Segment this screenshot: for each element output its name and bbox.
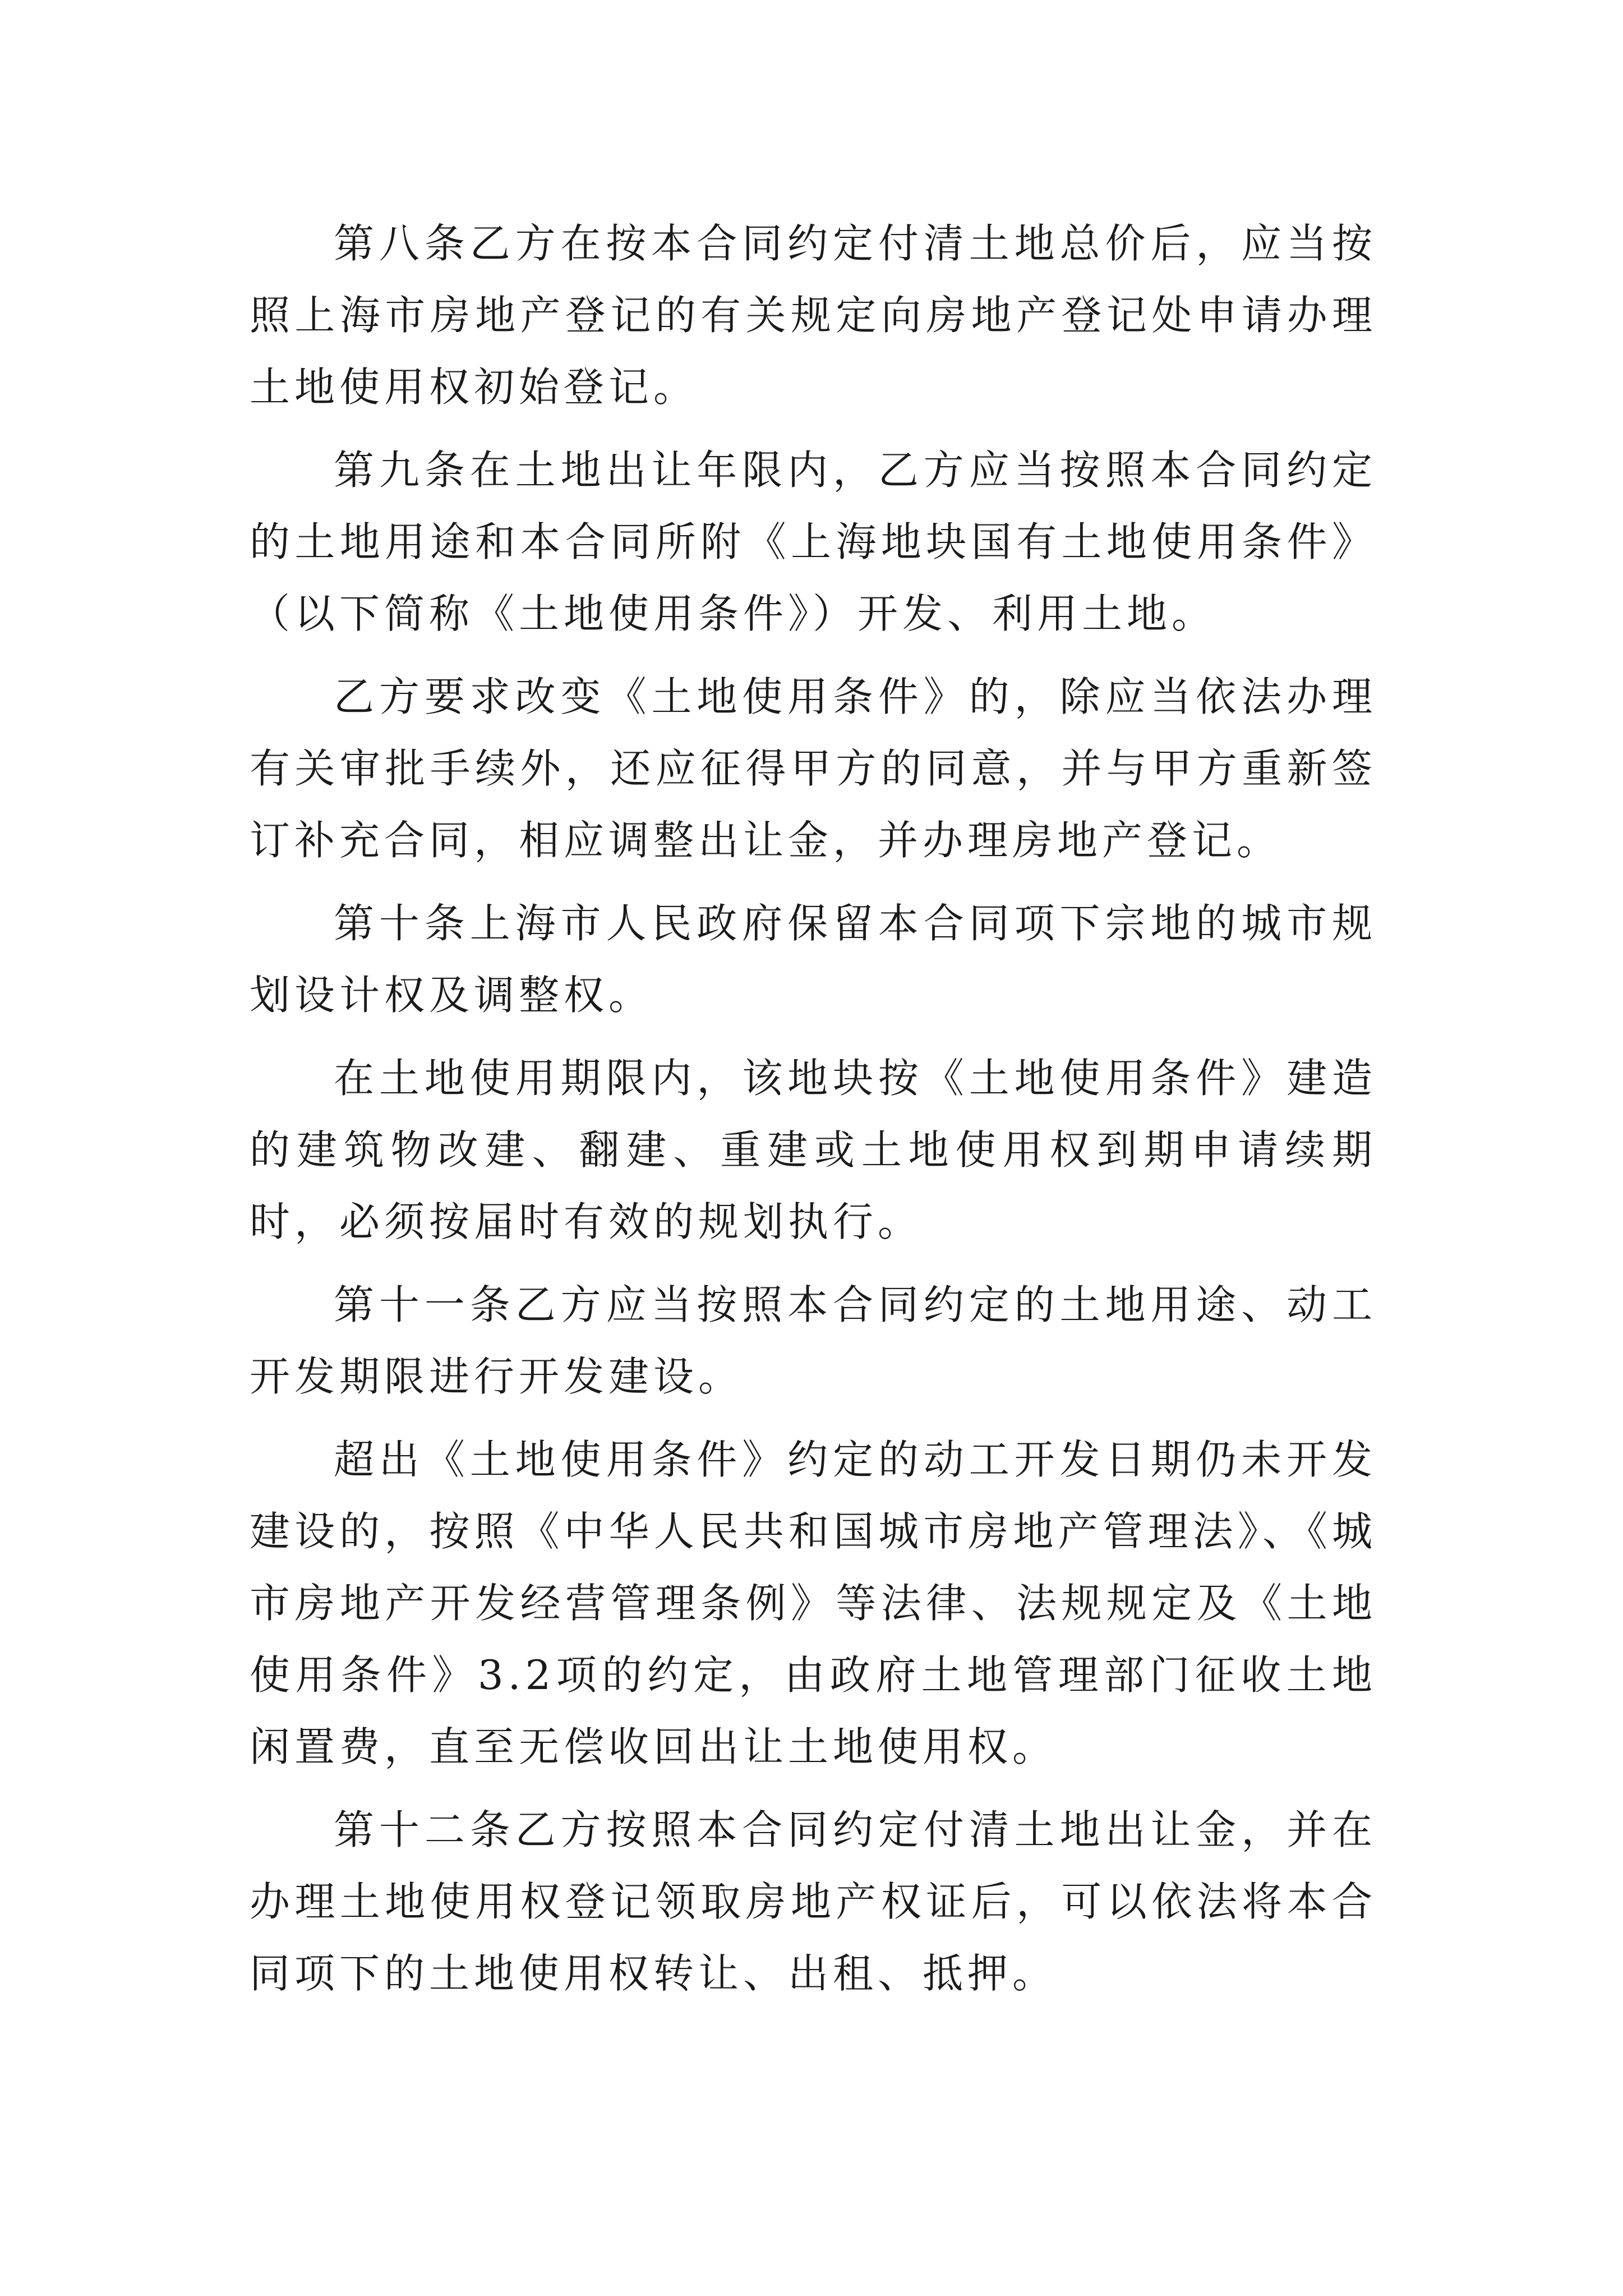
paragraph-rebuild-rules: 在土地使用期限内，该地块按《土地使用条件》建造的建筑物改建、翻建、重建或土地使用权到期申请续期时，必须按届时有效的规划执行。 xyxy=(250,1055,1377,1245)
paragraph-article-12: 第十二条乙方按照本合同约定付清土地出让金，并在办理土地使用权登记领取房地产权证后，可以依法将本合同项下的土地使用权转让、出租、抵押。 xyxy=(250,1806,1377,1997)
paragraph-article-9: 第九条在土地出让年限内，乙方应当按照本合同约定的土地用途和本合同所附《上海地块国有土地使用条件》（以下简称《土地使用条件》）开发、利用土地。 xyxy=(250,447,1377,637)
document-body xyxy=(250,208,1377,2021)
paragraph-land-use-change: 乙方要求改变《土地使用条件》的，除应当依法办理有关审批手续外，还应征得甲方的同意，并与甲方重新签订补充合同，相应调整出让金，并办理房地产登记。 xyxy=(250,673,1377,864)
paragraph-article-11: 第十一条乙方应当按照本合同约定的土地用途、动工开发期限进行开发建设。 xyxy=(250,1281,1377,1400)
paragraph-article-10: 第十条上海市人民政府保留本合同项下宗地的城市规划设计权及调整权。 xyxy=(250,900,1377,1019)
paragraph-article-8: 第八条乙方在按本合同约定付清土地总价后，应当按照上海市房地产登记的有关规定向房地产登记处申请办理土地使用权初始登记。 xyxy=(250,220,1377,411)
paragraph-idle-land-fee: 超出《土地使用条件》约定的动工开发日期仍未开发建设的，按照《中华人民共和国城市房地产管理法》、《城市房地产开发经营管理条例》等法律、法规规定及《土地使用条件》3.2项的约定，由政府土地管理部门征收土地闲置费，直至无偿收回出让土地使用权。 xyxy=(250,1436,1377,1770)
